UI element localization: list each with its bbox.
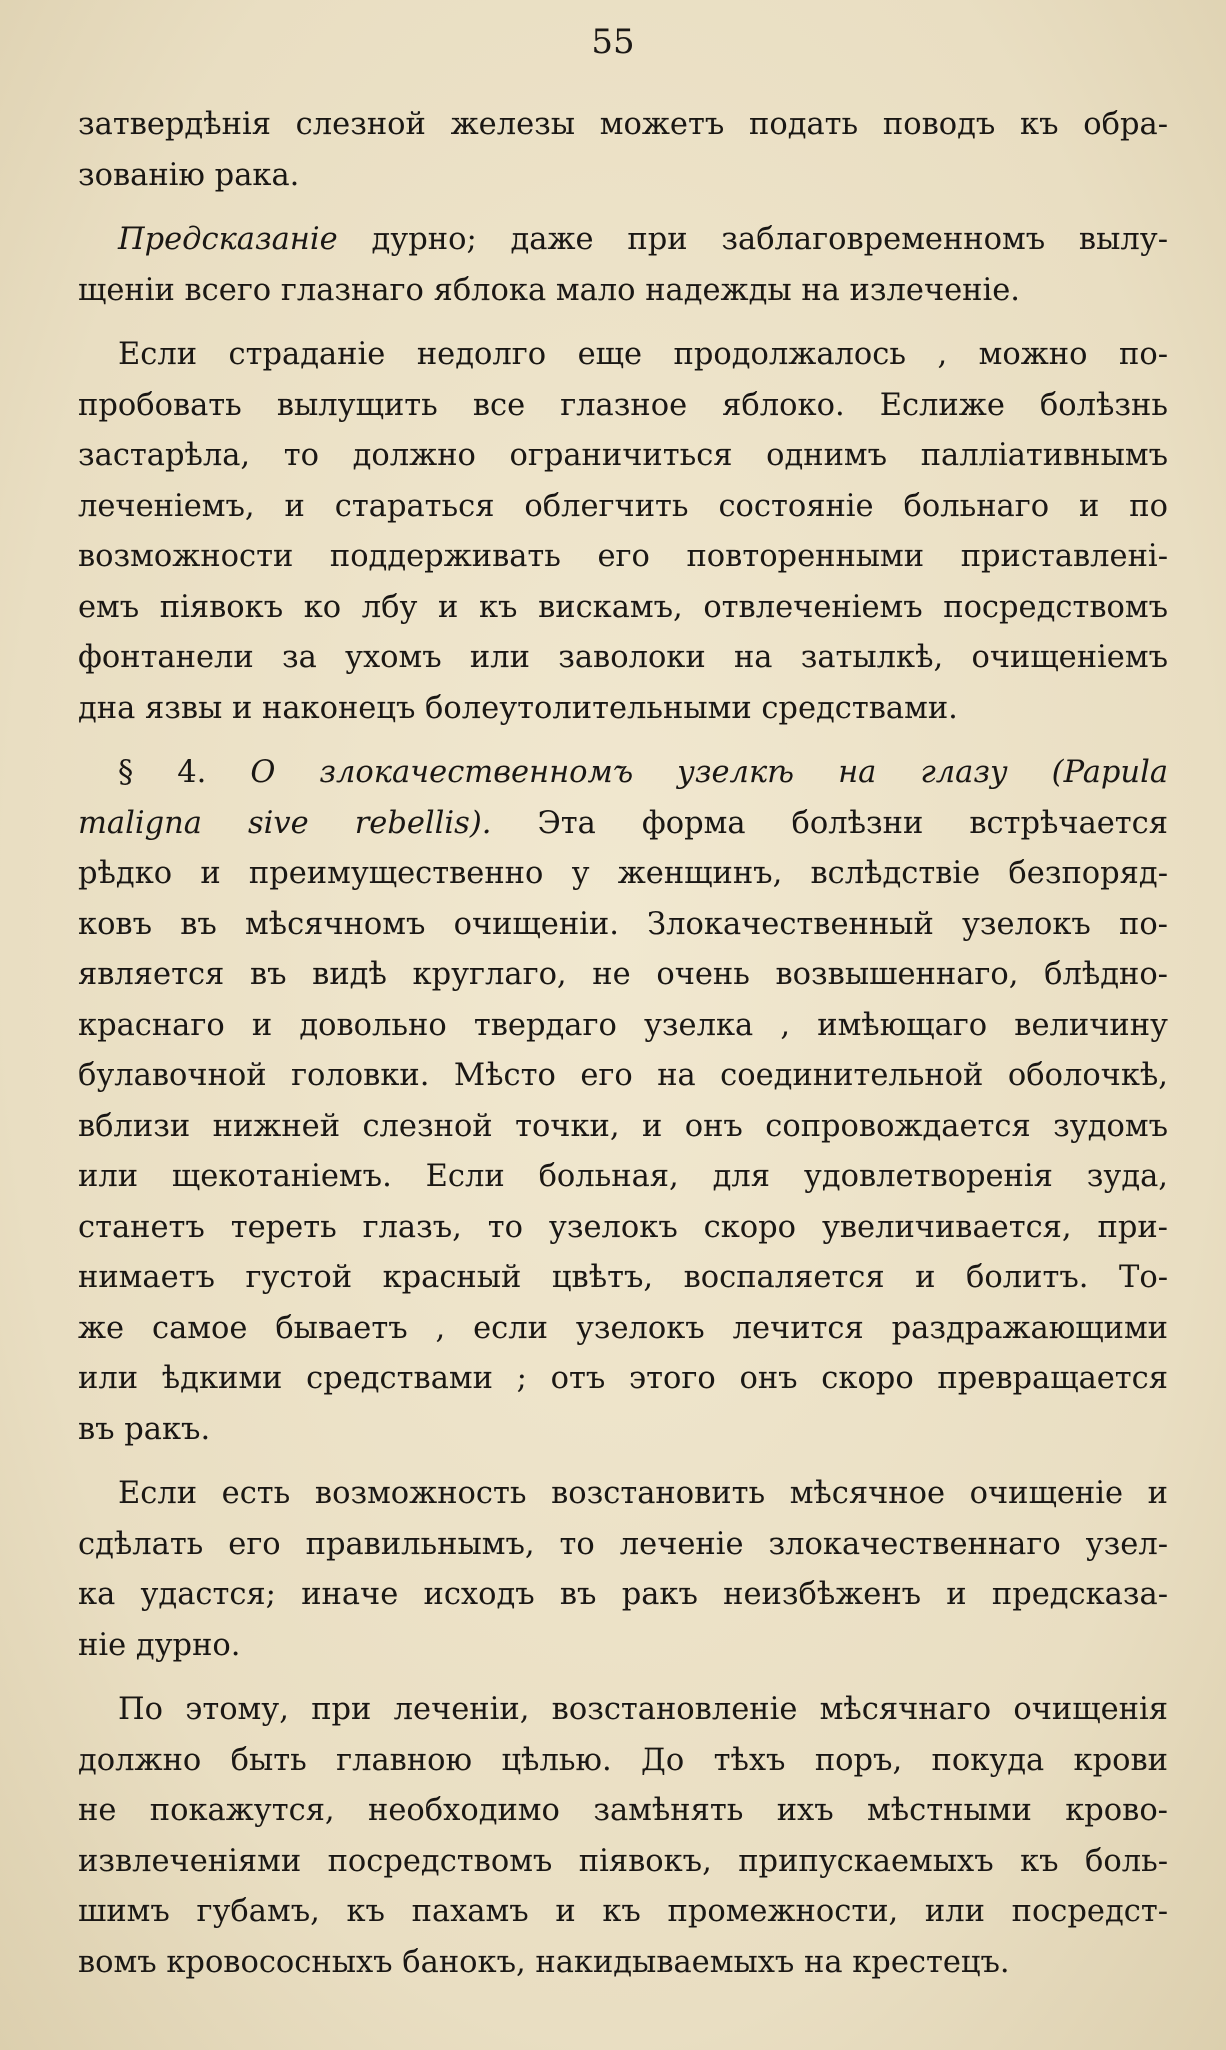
text-line: щеніи всего глазнаго яблока мало надежды на излеченіе. <box>78 272 1020 308</box>
text-line: шимъ губамъ, къ пахамъ и къ промежности, или посредст- <box>78 1894 1168 1929</box>
text-line: ка удастся; иначе исходъ въ ракъ неизбѣженъ и предсказа- <box>78 1577 1168 1612</box>
text-line <box>78 799 1168 850</box>
text-line: леченіемъ, и стараться облегчить состояніе больнаго и по <box>78 488 1168 524</box>
section-title-latin: maligna sive rebellis). <box>78 805 492 841</box>
text-line: фонтанели за ухомъ или заволоки на затылкѣ, очищеніемъ <box>78 640 1168 675</box>
text-line: затвердѣнія слезной железы можетъ подать поводъ къ обра- <box>78 107 1168 142</box>
prognosis-term: Предсказаніе <box>118 222 338 257</box>
text-line: должно быть главною цѣлью. До тѣхъ поръ, покуда крови <box>78 1742 1168 1778</box>
text-line: Если страданіе недолго еще продолжалось , можно по- <box>118 337 1168 372</box>
text-line: дна язвы и наконецъ болеутолительными средствами. <box>78 690 958 726</box>
text-line <box>78 215 1168 266</box>
section-number: § 4. <box>118 755 207 790</box>
text-line: сдѣлать его правильнымъ, то леченіе злокачественнаго узел- <box>78 1526 1168 1562</box>
text-line: краснаго и довольно твердаго узелка , имѣющаго величину <box>78 1007 1168 1043</box>
text-line: или щекотаніемъ. Если больная, для удовлетворенія зуда, <box>78 1159 1168 1194</box>
text-line: По этому, при леченіи, возстановленіе мѣсячнаго очищенія <box>118 1692 1168 1727</box>
paragraph-1 <box>78 100 1168 201</box>
text-line: рѣдко и преимущественно у женщинъ, вслѣдствіе безпоряд- <box>78 856 1168 891</box>
text-line: нимаетъ густой красный цвѣтъ, воспаляется и болитъ. То- <box>78 1260 1168 1295</box>
text-line: извлеченіями посредствомъ піявокъ, припускаемыхъ къ боль- <box>78 1843 1168 1879</box>
paragraph-6 <box>78 1685 1168 1988</box>
text-run: Эта форма болѣзни встрѣчается <box>491 805 1168 841</box>
paragraph-5 <box>78 1469 1168 1671</box>
text-line: булавочной головки. Мѣсто его на соединительной оболочкѣ, <box>78 1058 1168 1093</box>
text-line: возможности поддерживать его повторенными приставлені- <box>78 539 1168 574</box>
paragraph-2 <box>78 215 1168 316</box>
section-title: О злокачественномъ узелкѣ на глазу (Papula <box>206 755 1169 790</box>
paragraph-4 <box>78 748 1168 1455</box>
text-line: въ ракъ. <box>78 1411 211 1447</box>
text-line: емъ піявокъ ко лбу и къ вискамъ, отвлеченіемъ посредствомъ <box>78 589 1168 625</box>
text-line: или ѣдкими средствами ; отъ этого онъ скоро превращается <box>78 1361 1168 1396</box>
text-line: вомъ кровососныхъ банокъ, накидываемыхъ на крестецъ. <box>78 1944 1010 1980</box>
text-line: пробовать вылущить все глазное яблоко. Еслиже болѣзнь <box>78 387 1168 423</box>
text-line: не покажутся, необходимо замѣнять ихъ мѣстными крово- <box>78 1793 1168 1828</box>
text-line: же самое бываетъ , если узелокъ лечится раздражающими <box>78 1310 1168 1346</box>
paragraph-3 <box>78 330 1168 734</box>
text-run: дурно; даже при заблаговременномъ вылу- <box>337 222 1168 257</box>
text-line: вблизи нижней слезной точки, и онъ сопровождается зудомъ <box>78 1108 1168 1144</box>
text-line: является въ видѣ круглаго, не очень возвышеннаго, блѣдно- <box>78 957 1168 992</box>
text-line: станетъ тереть глазъ, то узелокъ скоро увеличивается, при- <box>78 1209 1168 1245</box>
body-text <box>78 100 1168 2002</box>
text-line: зованію рака. <box>78 157 300 193</box>
text-line: Если есть возможность возстановить мѣсячное очищеніе и <box>118 1476 1168 1511</box>
page-number: 55 <box>591 22 635 62</box>
text-line: ковъ въ мѣсячномъ очищеніи. Злокачественный узелокъ по- <box>78 906 1168 942</box>
text-line: ніе дурно. <box>78 1627 241 1663</box>
section-heading-line <box>78 748 1168 799</box>
text-line: застарѣла, то должно ограничиться однимъ палліативнымъ <box>78 438 1168 473</box>
